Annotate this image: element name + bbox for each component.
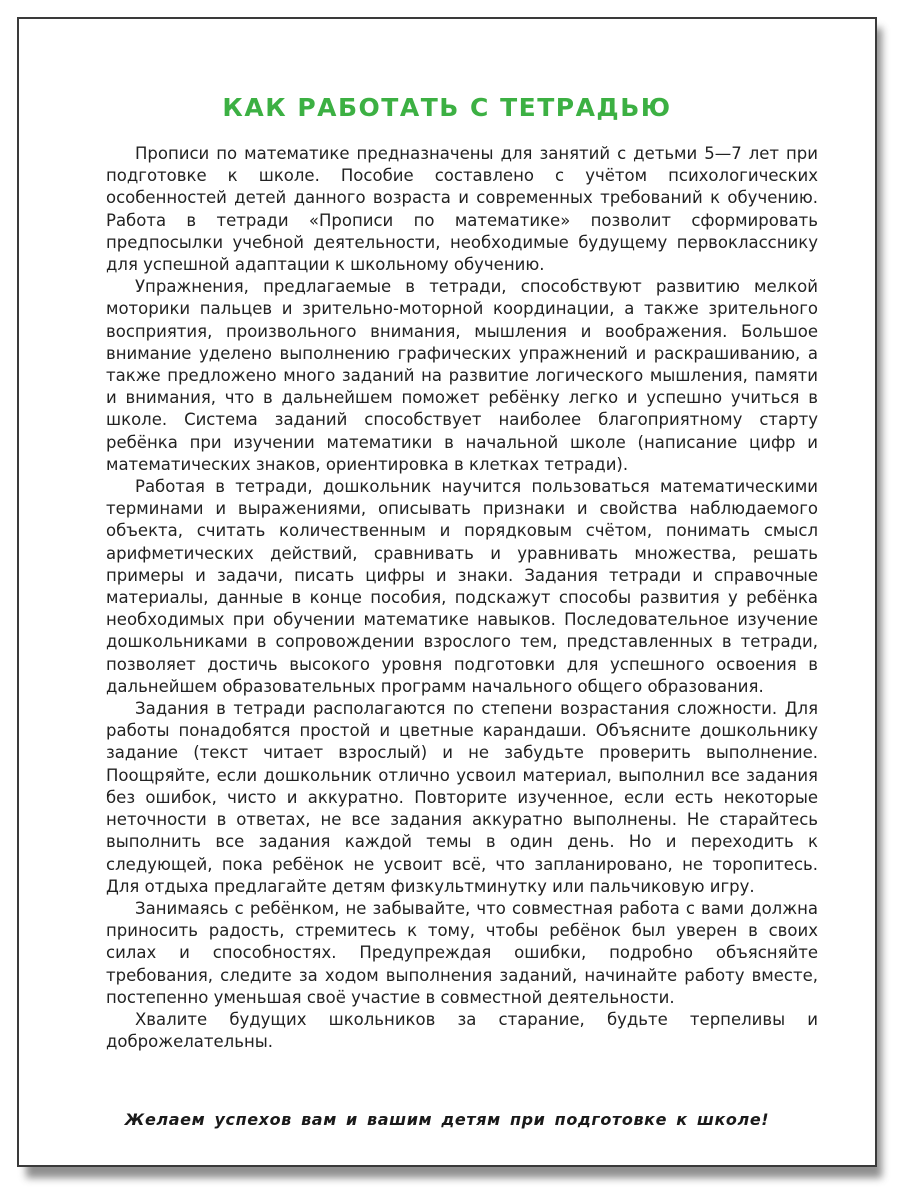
paragraph-skills: Работая в тетради, дошкольник научится пользоваться математическими терминами и выражениями, описывать признаки и свойства наблюдаемого объекта, считать количественным и порядковым счётом, понимать смысл арифметических действий, сравнивать и уравнивать множества, решать примеры и задачи, писать цифры и знаки. Задания тетради и справочные материалы, данные в конце пособия, подскажут способы развития у ребёнка необходимых при обучении математике навыков. Последовательное изучение дошкольниками в сопровождении взрослого тем, представленных в тетради, позволяет достичь высокого уровня подготовки для успешного освоения в дальнейшем образовательных программ начального общего образования. <box>106 477 818 696</box>
closing-wish: Желаем успехов вам и вашим детям при подготовке к школе! <box>124 1110 770 1129</box>
paragraph-intro: Прописи по математике предназначены для занятий с детьми 5—7 лет при подготовке к школе. Пособие составлено с учётом психологических особенностей детей данного возраста и современных требований к обучению. Работа в тетради «Прописи по математике» позволит сформировать предпосылки учебной деятельности, необходимые будущему первокласснику для успешной адаптации к школьному обучению. <box>106 144 818 275</box>
paragraph-cooperation: Занимаясь с ребёнком, не забывайте, что совместная работа с вами должна приносить радость, стремитесь к тому, чтобы ребёнок был уверен в своих силах и способностях. Предупреждая ошибки, подробно объясняйте требования, следите за ходом выполнения заданий, начинайте работу вместе, постепенно уменьшая своё участие в совместной деятельности. <box>106 898 818 1007</box>
page-title: КАК РАБОТАТЬ С ТЕТРАДЬЮ <box>222 93 672 122</box>
body-text <box>106 143 818 1053</box>
paragraph-exercises: Упражнения, предлагаемые в тетради, способствуют развитию мелкой моторики пальцев и зрительно-моторной координации, а также зрительного восприятия, произвольного внимания, мышления и воображения. Большое внимание уделено выполнению графических упражнений и раскрашиванию, а также предложено много заданий на развитие логического мышления, памяти и внимания, что в дальнейшем поможет ребёнку легко и успешно учиться в школе. Система заданий способствует наиболее благоприятному старту ребёнка при изучении математики в начальной школе (написание цифр и математических знаков, ориентировка в клетках тетради). <box>106 277 818 474</box>
paragraph-tasks: Задания в тетради располагаются по степени возрастания сложности. Для работы понадобятся простой и цветные карандаши. Объясните дошкольнику задание (текст читает взрослый) и не забудьте проверить выполнение. Поощряйте, если дошкольник отлично усвоил материал, выполнил все задания без ошибок, чисто и аккуратно. Повторите изученное, если есть некоторые неточности в ответах, не все задания аккуратно выполнены. Не старайтесь выполнить все задания каждой темы в один день. Но и переходить к следующей, пока ребёнок не усвоит всё, что запланировано, не торопитесь. Для отдыха предлагайте детям физкультминутку или пальчиковую игру. <box>106 699 818 896</box>
document-page <box>17 17 877 1167</box>
paragraph-praise: Хвалите будущих школьников за старание, будьте терпеливы и доброжелательны. <box>106 1009 818 1052</box>
